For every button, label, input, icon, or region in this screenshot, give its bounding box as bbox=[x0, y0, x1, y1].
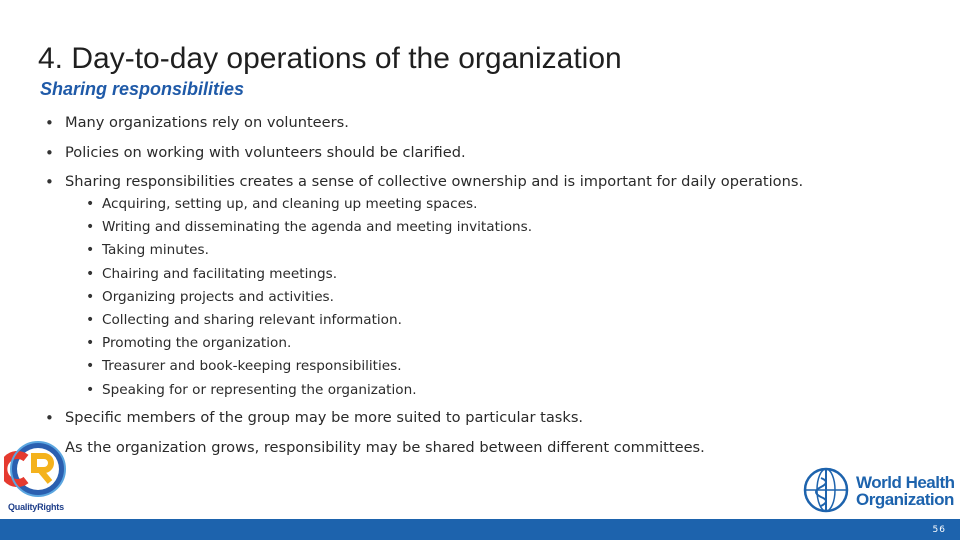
bullet-item: • Policies on working with volunteers should be clarified. bbox=[45, 142, 803, 172]
slide-subtitle: Sharing responsibilities bbox=[40, 79, 245, 99]
sub-bullet-item: • Collecting and sharing relevant information. bbox=[86, 310, 532, 333]
who-line2: Organization bbox=[856, 490, 954, 509]
bullet-item: • Many organizations rely on volunteers. bbox=[45, 112, 803, 142]
sub-bullet-item: • Taking minutes. bbox=[86, 240, 532, 263]
bullet-item: • Sharing responsibilities creates a sense of collective ownership and is important for daily operations. bbox=[45, 171, 803, 201]
sub-bullet-item: • Speaking for or representing the organization. bbox=[86, 380, 532, 403]
sub-bullet-item: • Organizing projects and activities. bbox=[86, 287, 532, 310]
sub-bullet-item: • Promoting the organization. bbox=[86, 333, 532, 356]
footer-bar bbox=[0, 519, 960, 540]
page-number: 56 bbox=[932, 525, 946, 535]
sub-bullet-item: • Writing and disseminating the agenda and meeting invitations. bbox=[86, 217, 532, 240]
sub-bullet-list bbox=[86, 194, 532, 403]
bullet-item: • Specific members of the group may be more suited to particular tasks. bbox=[45, 407, 705, 437]
quality-rights-label: QualityRights bbox=[8, 502, 64, 512]
bullet-list-after bbox=[45, 407, 705, 466]
bullet-item: • As the organization grows, responsibility may be shared between different committees. bbox=[45, 437, 705, 467]
slide-title: 4. Day-to-day operations of the organization bbox=[38, 42, 622, 75]
sub-bullet-item: • Chairing and facilitating meetings. bbox=[86, 264, 532, 287]
sub-bullet-item: • Acquiring, setting up, and cleaning up meeting spaces. bbox=[86, 194, 532, 217]
who-line1: World Health bbox=[856, 473, 955, 492]
who-wordmark bbox=[856, 474, 955, 508]
bullet-list bbox=[45, 112, 803, 201]
sub-bullet-item: • Treasurer and book-keeping responsibilities. bbox=[86, 356, 532, 379]
